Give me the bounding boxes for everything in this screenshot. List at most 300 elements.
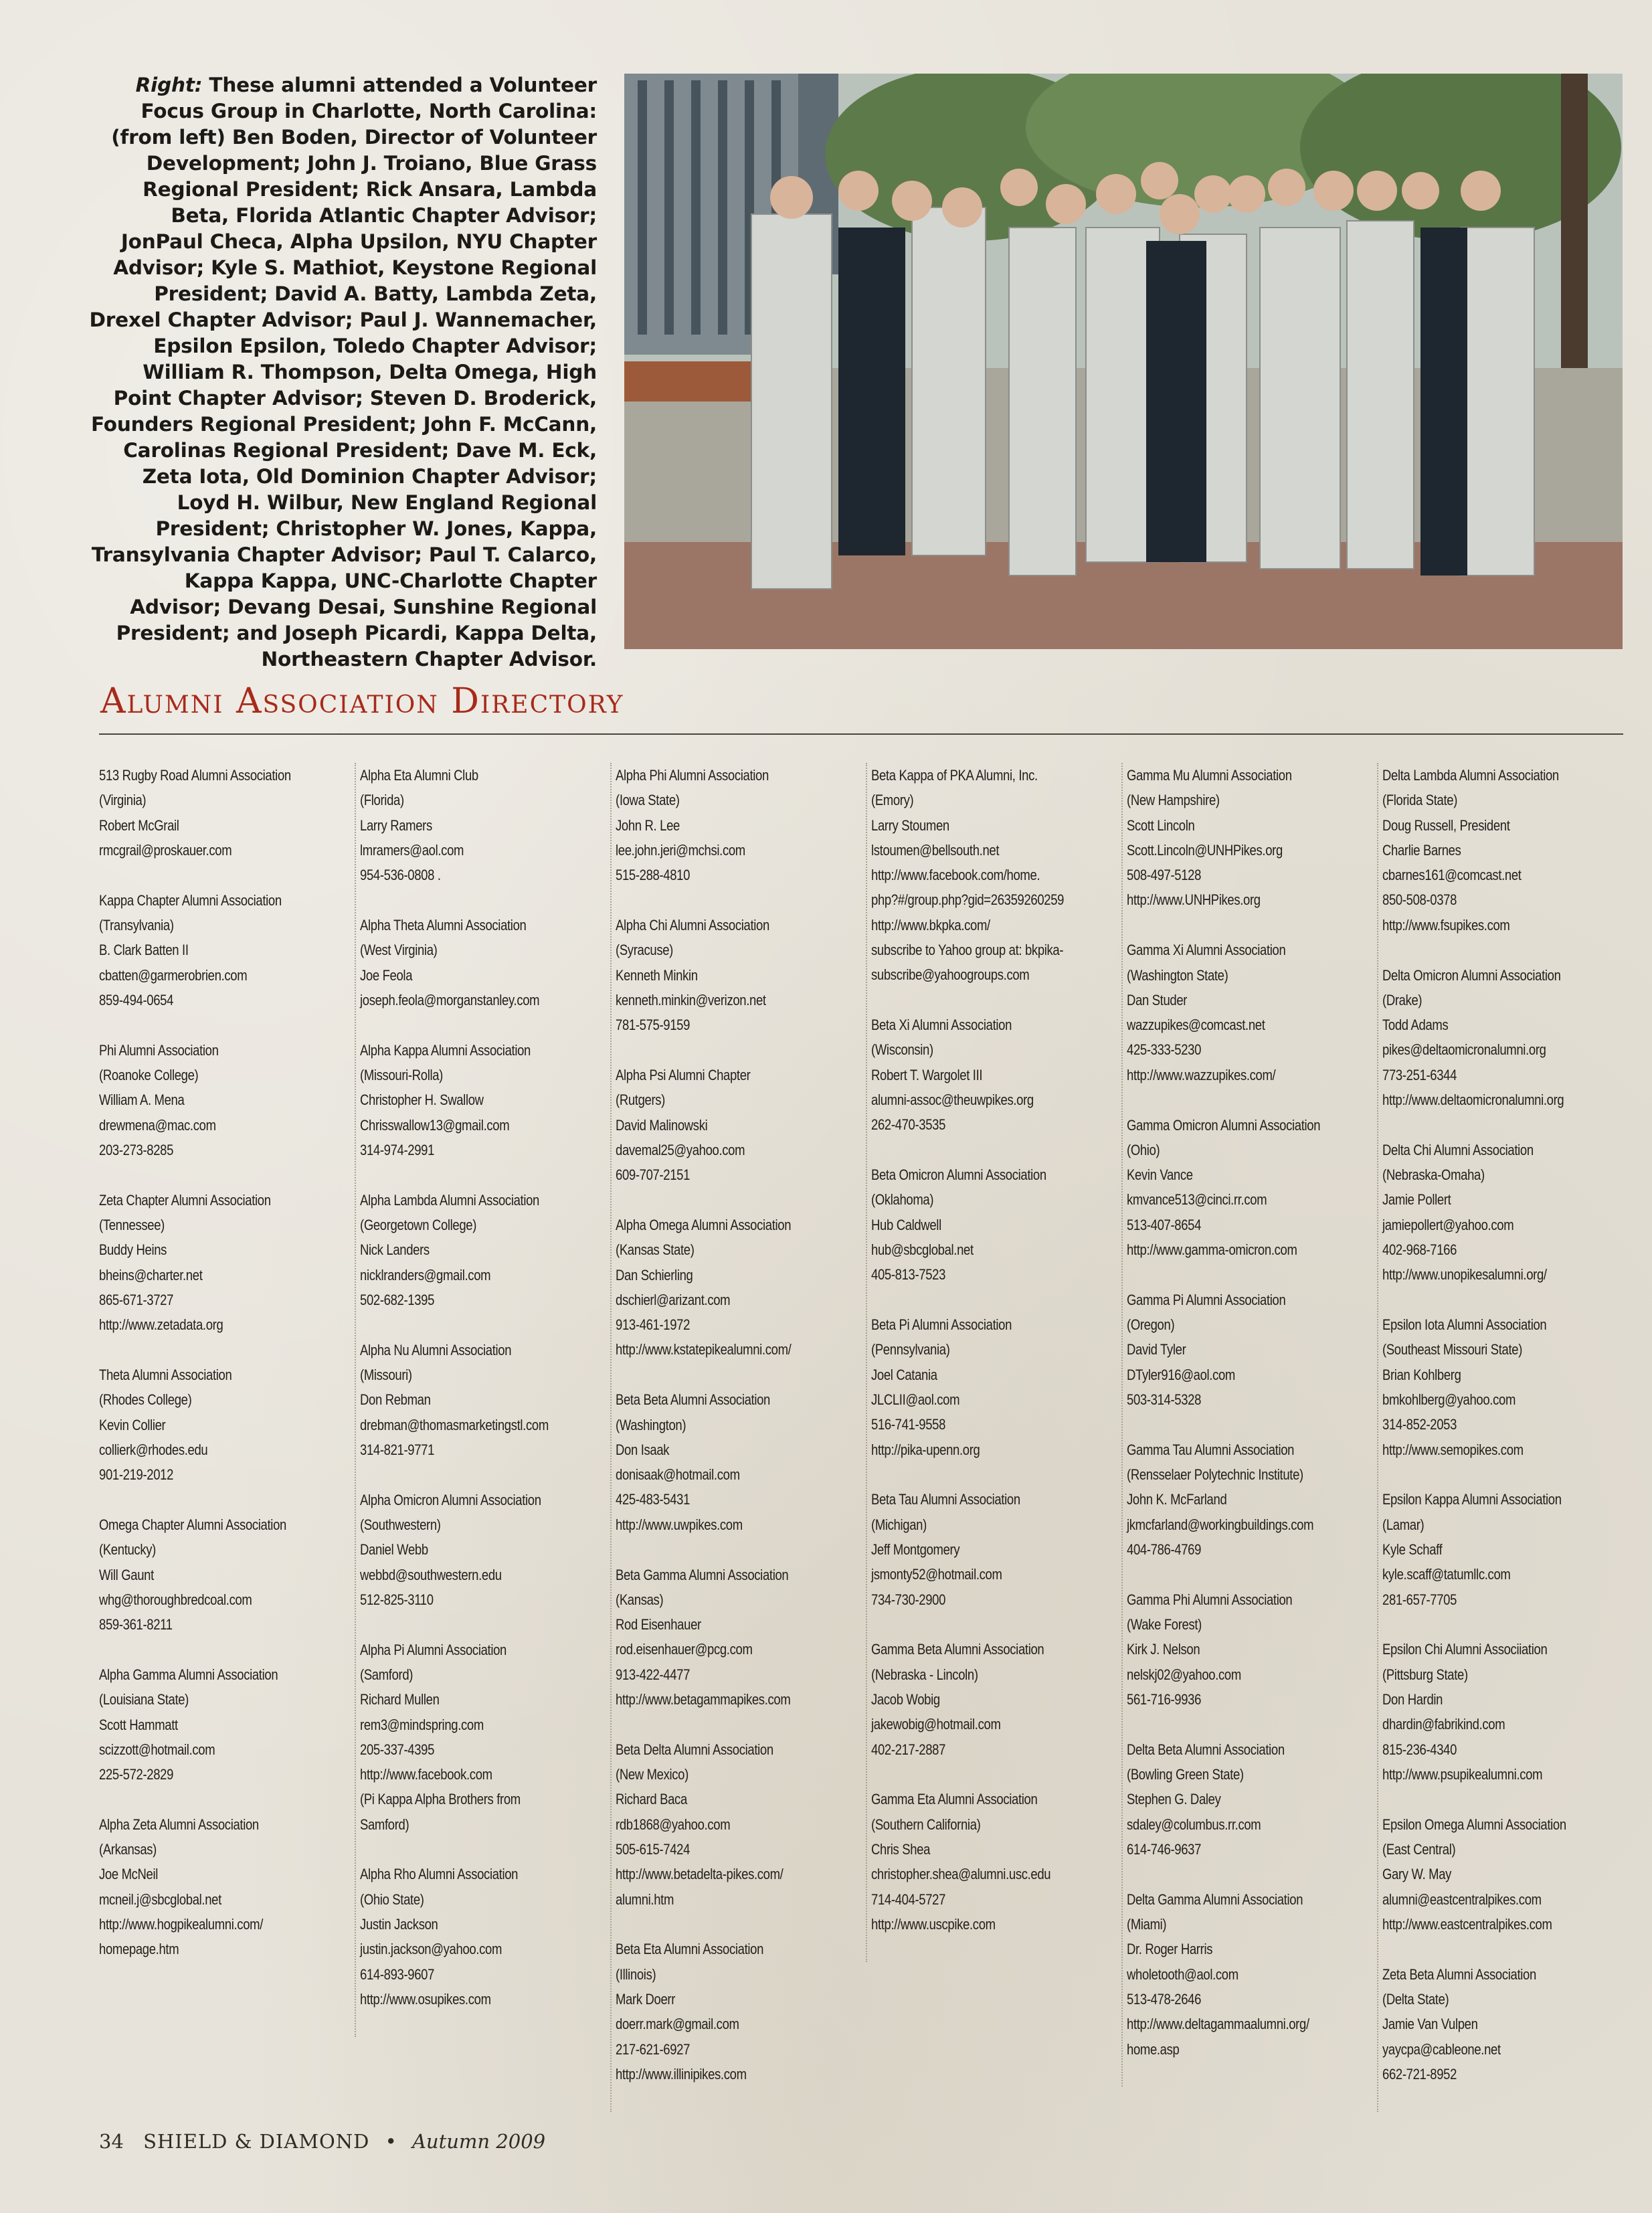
entry-line: (Missouri) [360,1366,412,1383]
entry-line: Dr. Roger Harris [1127,1941,1213,1958]
phone-number: 609-707-2151 [616,1166,691,1184]
directory-entry [360,1338,616,1462]
email-link[interactable]: cbarnes161@comcast.net [1382,867,1522,884]
entry-line: (Southwestern) [360,1516,441,1533]
directory-column [99,763,355,1987]
entry-line: John R. Lee [616,816,680,834]
directory-entry [99,1038,355,1162]
directory-entry [616,913,872,1037]
entry-line: Todd Adams [1382,1016,1449,1034]
phone-number: 262-470-3535 [871,1116,946,1134]
email-link[interactable]: JLCLII@aol.com [871,1391,960,1409]
directory-entry [871,1312,1127,1462]
email-link[interactable]: whg@thoroughbredcoal.com [99,1591,252,1608]
directory-entry [871,1787,1127,1937]
email-link[interactable]: donisaak@hotmail.com [616,1466,740,1484]
entry-line: (Kentucky) [99,1541,156,1559]
directory-entry [1382,963,1639,1113]
directory-column [610,763,872,2112]
entry-line: home.asp [1127,2040,1180,2058]
entry-line: (Pi Kappa Alpha Brothers from [360,1791,521,1808]
directory-entry [1382,1312,1639,1462]
phone-number: 662-721-8952 [1382,2065,1457,2083]
email-link[interactable]: DTyler916@aol.com [1127,1366,1235,1383]
entry-line: (Ohio) [1127,1141,1160,1158]
phone-number: 954-536-0808 . [360,867,441,884]
directory-entry [1127,938,1383,1087]
entry-line: Don Isaak [616,1441,670,1458]
association-name: Alpha Pi Alumni Association [360,1641,507,1658]
association-name: Zeta Chapter Alumni Association [99,1191,271,1209]
email-link[interactable]: bheins@charter.net [99,1266,203,1283]
phone-number: 425-333-5230 [1127,1041,1202,1059]
email-link[interactable]: Scott.Lincoln@UNHPikes.org [1127,841,1283,859]
association-name: Kappa Chapter Alumni Association [99,891,282,909]
entry-line: (Miami) [1127,1916,1167,1933]
entry-line: B. Clark Batten II [99,942,189,959]
email-link[interactable]: jsmonty52@hotmail.com [871,1566,1002,1583]
phone-number: 425-483-5431 [616,1491,691,1508]
email-link[interactable]: sdaley@columbus.rr.com [1127,1816,1261,1833]
entry-line: (Delta State) [1382,1990,1449,2008]
email-link[interactable]: dhardin@fabrikind.com [1382,1716,1505,1733]
website-link[interactable]: http://www.betagammapikes.com [616,1691,791,1708]
entry-line: (Rensselaer Polytechnic Institute) [1127,1466,1303,1484]
email-link[interactable]: Chrisswallow13@gmail.com [360,1116,510,1134]
entry-line: (Washington State) [1127,966,1228,984]
footer-separator: • [385,2130,397,2153]
association-name: Zeta Beta Alumni Association [1382,1965,1536,1983]
issue-season: Autumn 2009 [411,2130,546,2153]
entry-line: (Southeast Missouri State) [1382,1341,1523,1358]
directory-entry [99,1188,355,1338]
entry-line: Nick Landers [360,1241,430,1259]
group-photo [624,74,1623,649]
email-link[interactable]: jamiepollert@yahoo.com [1382,1216,1514,1233]
directory-entry [871,1012,1127,1137]
directory-entry [1382,1637,1639,1787]
entry-line: Larry Ramers [360,816,432,834]
directory-entry [360,1488,616,1612]
association-name: Beta Eta Alumni Association [616,1941,764,1958]
entry-line: (Lamar) [1382,1516,1425,1533]
email-link[interactable]: bmkohlberg@yahoo.com [1382,1391,1516,1409]
group-photo-illustration [624,74,1623,649]
association-name: Beta Gamma Alumni Association [616,1566,789,1583]
directory-entry [99,1362,355,1487]
entry-line: (Emory) [871,792,914,809]
phone-number: 405-813-7523 [871,1266,946,1283]
entry-line: Dan Schierling [616,1266,693,1283]
entry-line: (Oregon) [1127,1316,1175,1334]
email-link[interactable]: pikes@deltaomicronalumni.org [1382,1041,1546,1059]
association-name: Gamma Tau Alumni Association [1127,1441,1295,1458]
entry-line: (Syracuse) [616,942,673,959]
phone-number: 859-361-8211 [99,1616,173,1633]
entry-line: Robert T. Wargolet III [871,1066,983,1083]
entry-line: Jamie Pollert [1382,1191,1451,1209]
directory-entry [1127,1737,1383,1862]
entry-line: (Pittsburg State) [1382,1666,1468,1683]
entry-line: Jamie Van Vulpen [1382,2016,1478,2033]
entry-line: Daniel Webb [360,1541,428,1559]
entry-line: (Nebraska-Omaha) [1382,1166,1485,1184]
directory-entry [360,913,616,1012]
directory-entry [1127,1887,1383,2062]
phone-number: 314-821-9771 [360,1441,435,1458]
entry-line: Kevin Vance [1127,1166,1193,1184]
website-link[interactable]: http://www.eastcentralpikes.com [1382,1915,1552,1933]
entry-line: Gary W. May [1382,1866,1452,1883]
email-link[interactable]: lee.john.jeri@mchsi.com [616,841,745,859]
website-link[interactable]: http://www.deltaomicronalumni.org [1382,1091,1564,1109]
association-name: Alpha Rho Alumni Association [360,1866,519,1883]
association-name: Alpha Chi Alumni Association [616,916,769,934]
phone-number: 773-251-6344 [1382,1066,1457,1083]
entry-line: (New Mexico) [616,1766,689,1783]
directory-column [1377,763,1639,2112]
entry-line: (Southern California) [871,1816,981,1833]
entry-line: (Rhodes College) [99,1391,192,1409]
association-name: Gamma Phi Alumni Association [1127,1591,1293,1608]
association-name: Beta Kappa of PKA Alumni, Inc. [871,767,1038,784]
entry-line: (East Central) [1382,1840,1456,1858]
entry-line: (Roanoke College) [99,1066,199,1083]
entry-line: Mark Doerr [616,1990,676,2008]
association-name: Beta Tau Alumni Association [871,1491,1020,1508]
entry-line: Stephen G. Daley [1127,1791,1221,1808]
entry-line: Buddy Heins [99,1241,167,1259]
phone-number: 281-657-7705 [1382,1591,1457,1608]
website-link[interactable]: http://www.kstatepikealumni.com/ [616,1341,792,1358]
entry-line: Rod Eisenhauer [616,1616,701,1633]
email-link[interactable]: nelskj02@yahoo.com [1127,1666,1241,1683]
entry-line: alumni.htm [616,1890,674,1908]
email-link[interactable]: doerr.mark@gmail.com [616,2016,739,2033]
website-link[interactable]: http://www.zetadata.org [99,1316,223,1334]
directory-column [1121,763,1383,2087]
caption-lead: Right: [135,74,203,96]
entry-line: (Wisconsin) [871,1041,933,1059]
phone-number: 614-746-9637 [1127,1840,1202,1858]
phone-number: 865-671-3727 [99,1291,174,1308]
email-link[interactable]: alumni@eastcentralpikes.com [1382,1890,1542,1908]
entry-line: php?#/group.php?gid=26359260259 [871,891,1065,909]
association-name: Alpha Theta Alumni Association [360,916,527,934]
entry-line: Charlie Barnes [1382,841,1461,859]
entry-line: (Michigan) [871,1516,927,1533]
entry-line: Kirk J. Nelson [1127,1641,1200,1658]
phone-number: 515-288-4810 [616,867,691,884]
directory-column [355,763,616,2037]
email-link[interactable]: kenneth.minkin@verizon.net [616,991,766,1008]
website-link[interactable]: http://www.hogpikealumni.com/ [99,1916,263,1933]
email-link[interactable]: collierk@rhodes.edu [99,1441,208,1458]
association-name: Alpha Zeta Alumni Association [99,1816,259,1833]
website-link[interactable]: http://www.illinipikes.com [616,2065,747,2083]
entry-line: (Kansas State) [616,1241,695,1259]
entry-line: (Oklahoma) [871,1191,934,1209]
directory-entry [616,1563,872,1712]
website-link[interactable]: http://www.osupikes.com [360,1990,491,2008]
phone-number: 913-461-1972 [616,1316,691,1334]
entry-line: (Tennessee) [99,1216,165,1233]
email-link[interactable]: jkmcfarland@workingbuildings.com [1127,1516,1314,1533]
directory-entry [1127,1113,1383,1263]
website-link[interactable]: http://www.psupikealumni.com [1382,1765,1543,1783]
entry-line: (Florida) [360,792,404,809]
directory-entry [1127,1288,1383,1412]
entry-line: (New Hampshire) [1127,792,1220,809]
entry-line: Will Gaunt [99,1566,154,1583]
entry-line: Robert McGrail [99,816,179,834]
email-link[interactable]: rod.eisenhauer@pcg.com [616,1641,753,1658]
entry-line: (West Virginia) [360,942,438,959]
entry-line: Scott Lincoln [1127,816,1195,834]
email-link[interactable]: hub@sbcglobal.net [871,1241,974,1259]
association-name: Beta Delta Alumni Association [616,1741,773,1758]
directory-entry [616,763,872,887]
association-name: Alpha Omicron Alumni Association [360,1491,541,1508]
phone-number: 503-314-5328 [1127,1391,1202,1409]
phone-number: 850-508-0378 [1382,891,1457,909]
email-link[interactable]: yaycpa@cableone.net [1382,2040,1501,2058]
entry-line: Larry Stoumen [871,816,949,834]
entry-line: John K. McFarland [1127,1491,1227,1508]
email-link[interactable]: kmvance513@cinci.rr.com [1127,1191,1267,1209]
directory-entry [360,1038,616,1162]
directory-entry [99,1512,355,1637]
website-link[interactable]: http://www.bkpka.com/ [871,916,990,934]
association-name: Epsilon Iota Alumni Association [1382,1316,1547,1334]
entry-line: (Arkansas) [99,1841,157,1858]
website-link[interactable]: http://www.facebook.com [360,1766,492,1783]
phone-number: 203-273-8285 [99,1141,174,1158]
directory-entry [1382,763,1639,938]
phone-number: 513-407-8654 [1127,1216,1202,1233]
phone-number: 402-217-2887 [871,1741,946,1758]
email-link[interactable]: mcneil.j@sbcglobal.net [99,1890,221,1908]
phone-number: 225-572-2829 [99,1766,174,1783]
association-name: Delta Chi Alumni Association [1382,1141,1534,1158]
entry-line: (Samford) [360,1666,414,1683]
phone-number: 505-615-7424 [616,1840,691,1858]
email-link[interactable]: wholetooth@aol.com [1127,1965,1238,1983]
association-name: Epsilon Omega Alumni Association [1382,1816,1566,1833]
website-link[interactable]: http://www.gamma-omicron.com [1127,1241,1297,1259]
page-number: 34 [99,2130,124,2153]
phone-number: 314-974-2991 [360,1141,435,1158]
directory-entry [99,888,355,1012]
entry-line: (Florida State) [1382,792,1458,809]
association-name: Alpha Lambda Alumni Association [360,1191,539,1209]
website-link[interactable]: http://www.facebook.com/home. [871,867,1040,884]
entry-line: subscribe to Yahoo group at: bkpika- [871,942,1064,959]
directory-entry [616,1737,872,1912]
entry-line: Hub Caldwell [871,1216,941,1233]
entry-line: (Illinois) [616,1965,656,1983]
entry-line: homepage.htm [99,1941,179,1958]
entry-line: Doug Russell, President [1382,816,1510,834]
entry-line: David Tyler [1127,1341,1186,1358]
phone-number: 217-621-6927 [616,2040,691,2058]
section-title: Alumni Association Directory [100,681,624,721]
entry-line: Justin Jackson [360,1916,438,1933]
entry-line: Chris Shea [871,1840,931,1858]
directory-entry [616,1937,872,2087]
email-link[interactable]: rmcgrail@proskauer.com [99,841,232,859]
association-name: Alpha Kappa Alumni Association [360,1041,531,1059]
photo-caption [87,72,597,673]
email-link[interactable]: rdb1868@yahoo.com [616,1816,731,1833]
directory-entry [871,1637,1127,1761]
website-link[interactable]: http://www.semopikes.com [1382,1441,1524,1458]
directory-entry [1127,763,1383,913]
directory-entry [616,1063,872,1187]
email-link[interactable]: kyle.scaff@tatumllc.com [1382,1566,1511,1583]
email-link[interactable]: lmramers@aol.com [360,841,464,859]
directory-entry [360,1637,616,1837]
phone-number: 913-422-4477 [616,1666,691,1683]
email-link[interactable]: subscribe@yahoogroups.com [871,966,1030,984]
website-link[interactable]: http://www.uwpikes.com [616,1516,743,1533]
entry-line: Joe McNeil [99,1866,159,1883]
directory-entry [1382,1138,1639,1288]
entry-line: Kevin Collier [99,1416,166,1433]
website-link[interactable]: http://www.deltagammaalumni.org/ [1127,2016,1309,2033]
entry-line: Dan Studer [1127,991,1188,1008]
directory-entry [871,1487,1127,1611]
page-footer [99,2130,545,2153]
email-link[interactable]: alumni-assoc@theuwpikes.org [871,1091,1034,1109]
email-link[interactable]: drewmena@mac.com [99,1116,216,1134]
entry-line: Joe Feola [360,966,413,984]
association-name: Gamma Xi Alumni Association [1127,942,1286,959]
association-name: Delta Gamma Alumni Association [1127,1890,1303,1908]
association-name: Beta Xi Alumni Association [871,1016,1012,1034]
title-divider [99,733,1623,735]
association-name: Delta Beta Alumni Association [1127,1741,1285,1758]
association-name: Theta Alumni Association [99,1366,232,1383]
association-name: Beta Beta Alumni Association [616,1391,770,1409]
email-link[interactable]: nicklranders@gmail.com [360,1266,491,1283]
directory-entry [1127,1587,1383,1712]
entry-line: (Washington) [616,1416,686,1433]
phone-number: 901-219-2012 [99,1466,174,1484]
email-link[interactable]: davemal25@yahoo.com [616,1141,745,1158]
association-name: Delta Lambda Alumni Association [1382,767,1559,784]
entry-line: (Rutgers) [616,1091,665,1109]
website-link[interactable]: http://www.uscpike.com [871,1915,996,1933]
association-name: Gamma Beta Alumni Association [871,1641,1044,1658]
phone-number: 815-236-4340 [1382,1741,1457,1758]
phone-number: 508-497-5128 [1127,867,1202,884]
association-name: Alpha Gamma Alumni Association [99,1666,278,1683]
entry-line: (Nebraska - Lincoln) [871,1666,978,1683]
phone-number: 314-852-2053 [1382,1416,1457,1433]
association-name: Gamma Omicron Alumni Association [1127,1116,1321,1134]
phone-number: 561-716-9936 [1127,1691,1202,1708]
website-link[interactable]: http://www.fsupikes.com [1382,916,1510,934]
website-link[interactable]: http://www.wazzupikes.com/ [1127,1066,1276,1083]
entry-line: Christopher H. Swallow [360,1091,484,1109]
caption-text: These alumni attended a Volunteer Focus Group in Charlotte, North Carolina: (from left) Ben Boden, Director of Volunteer Development; John J. Troiano, Blue Grass Regional President; Rick Ansara, Lambda Beta, Florida Atlantic Chapter Advisor; JonPaul Checa, Alpha Upsilon, NYU Chapter Advisor; Kyle S. Mathiot, Keystone Regional President; David A. Batty, Lambda Zeta, Drexel Chapter Advisor; Paul J. Wannemacher, Epsilon Epsilon, Toledo Chapter Advisor; William R. Thompson, Delta Omega, High Point Chapter Advisor; Steven D. Broderick, Founders Regional President; John F. McCann, Carolinas Regional President; Dave M. Eck, Zeta Iota, Old Dominion Chapter Advisor; Loyd H. Wilbur, New England Regional President; Christopher W. Jones, Kappa, Transylvania Chapter Advisor; Paul T. Calarco, Kappa Kappa, UNC-Charlotte Chapter Advisor; Devang Desai, Sunshine Regional President; and Joseph Picardi, Kappa Delta, Northeastern Chapter Advisor. [89,74,597,671]
association-name: Gamma Pi Alumni Association [1127,1291,1286,1308]
phone-number: 513-478-2646 [1127,1990,1202,2008]
entry-line: Kyle Schaff [1382,1541,1443,1559]
association-name: Epsilon Kappa Alumni Association [1382,1491,1562,1508]
directory-entry [871,763,1127,988]
entry-line: Don Rebman [360,1391,431,1409]
email-link[interactable]: webbd@southwestern.edu [360,1566,502,1583]
entry-line: Don Hardin [1382,1691,1443,1708]
entry-line: (Louisiana State) [99,1691,189,1708]
directory-entry [1127,1437,1383,1562]
association-name: Alpha Nu Alumni Association [360,1341,512,1358]
email-link[interactable]: cbatten@garmerobrien.com [99,966,248,984]
website-link[interactable]: http://www.unopikesalumni.org/ [1382,1266,1547,1283]
email-link[interactable]: justin.jackson@yahoo.com [360,1941,502,1958]
phone-number: 512-825-3110 [360,1591,434,1608]
association-name: Alpha Omega Alumni Association [616,1216,792,1233]
phone-number: 734-730-2900 [871,1591,946,1608]
directory-entry [360,1862,616,2012]
entry-line: (Virginia) [99,792,147,809]
phone-number: 614-893-9607 [360,1965,435,1983]
website-link[interactable]: http://www.betadelta-pikes.com/ [616,1866,784,1883]
entry-line: David Malinowski [616,1116,708,1134]
email-link[interactable]: drebman@thomasmarketingstl.com [360,1416,549,1433]
directory-entry [616,1213,872,1362]
directory-entry [616,1387,872,1537]
email-link[interactable]: wazzupikes@comcast.net [1127,1016,1265,1034]
email-link[interactable]: christopher.shea@alumni.usc.edu [871,1866,1051,1883]
entry-line: (Iowa State) [616,792,680,809]
directory-entry [360,763,616,887]
phone-number: 205-337-4395 [360,1741,435,1758]
entry-line: Brian Kohlberg [1382,1366,1461,1383]
entry-line: Jacob Wobig [871,1691,940,1708]
entry-line: (Ohio State) [360,1890,424,1908]
directory-entry [99,1812,355,1962]
entry-line: Scott Hammatt [99,1716,178,1733]
phone-number: 781-575-9159 [616,1016,691,1034]
association-name: Epsilon Chi Alumni Associiation [1382,1641,1548,1658]
publication-title: SHIELD & DIAMOND [143,2130,370,2153]
email-link[interactable]: jakewobig@hotmail.com [871,1716,1001,1733]
entry-line: Jeff Montgomery [871,1541,960,1559]
email-link[interactable]: dschierl@arizant.com [616,1291,731,1308]
directory-entry [99,1662,355,1787]
association-name: Phi Alumni Association [99,1041,219,1059]
website-link[interactable]: http://pika-upenn.org [871,1441,980,1458]
entry-line: (Kansas) [616,1591,664,1608]
directory-entry [99,763,355,863]
email-link[interactable]: lstoumen@bellsouth.net [871,841,1000,859]
directory-entry [1382,1812,1639,1937]
email-link[interactable]: joseph.feola@morganstanley.com [360,991,540,1008]
entry-line: (Missouri-Rolla) [360,1066,444,1083]
phone-number: 404-786-4769 [1127,1541,1202,1559]
directory-column [866,763,1127,1962]
entry-line: Richard Baca [616,1791,687,1808]
email-link[interactable]: scizzott@hotmail.com [99,1741,215,1758]
website-link[interactable]: http://www.UNHPikes.org [1127,891,1261,909]
email-link[interactable]: rem3@mindspring.com [360,1716,484,1733]
entry-line: (Bowling Green State) [1127,1766,1244,1783]
association-name: Alpha Psi Alumni Chapter [616,1066,751,1083]
directory-entry [1382,1487,1639,1611]
